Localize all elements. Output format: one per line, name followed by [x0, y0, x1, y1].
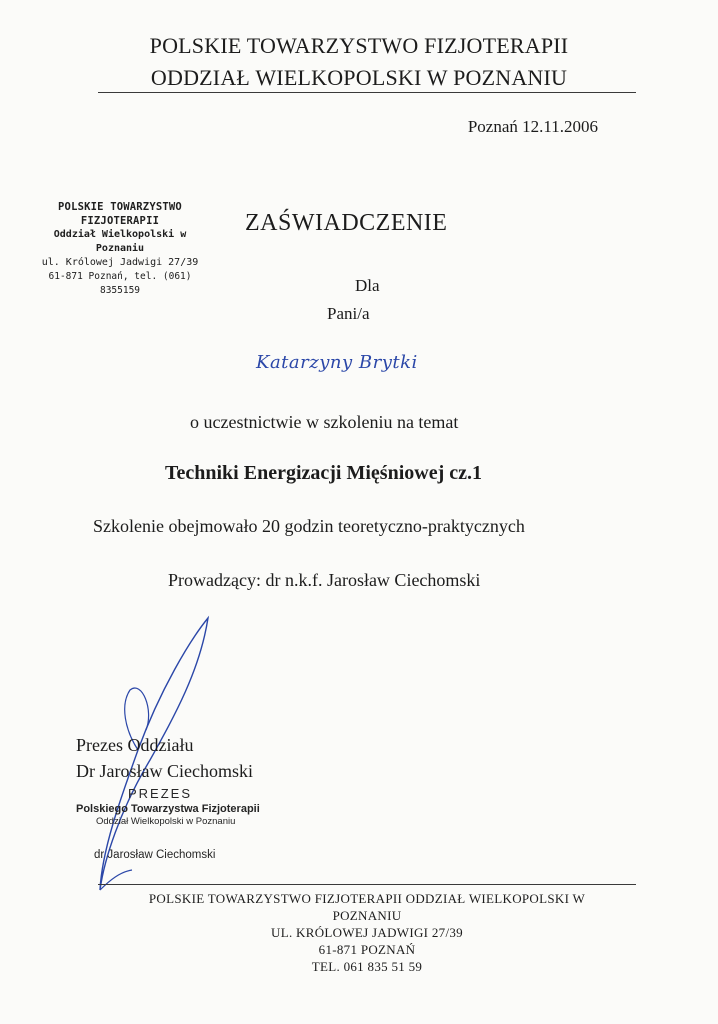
footer-address [98, 890, 636, 975]
president-stamp-branch: Oddział Wielkopolski w Poznaniu [96, 816, 236, 827]
letterhead-line-1: POLSKIE TOWARZYSTWO FIZJOTERAPII [149, 33, 569, 58]
for-label: Dla [355, 276, 380, 295]
stamp-line-1: POLSKIE TOWARZYSTWO FIZJOTERAPII [58, 201, 182, 227]
president-stamp-title: PREZES [128, 786, 193, 801]
president-stamp-name: dr Jarosław Ciechomski [94, 849, 216, 861]
footer-line-2: POZNANIU [332, 908, 402, 923]
training-topic: Techniki Energizacji Mięśniowej cz.1 [165, 462, 482, 484]
president-stamp-org: Polskiego Towarzystwa Fizjoterapii [76, 803, 260, 815]
organization-stamp [36, 200, 204, 298]
training-hours: Szkolenie obejmowało 20 godzin teoretyczno-praktycznych [93, 516, 525, 536]
issue-date: Poznań 12.11.2006 [467, 117, 598, 136]
header-divider [98, 92, 636, 93]
recipient-name-handwritten: Katarzyny Brytki [256, 352, 418, 373]
stamp-line-2: Oddział Wielkopolski w Poznaniu [53, 229, 187, 254]
stamp-line-4: 61-871 Poznań, tel. (061) 8355159 [48, 271, 192, 296]
president-stamp [76, 786, 260, 861]
footer-line-5: TEL. 061 835 51 59 [311, 959, 423, 974]
participation-statement: o uczestnictwie w szkoleniu na temat [190, 412, 459, 432]
footer-line-3: UL. KRÓLOWEJ JADWIGI 27/39 [271, 925, 463, 940]
document-title: ZAŚWIADCZENIE [245, 210, 448, 236]
footer-divider [98, 884, 636, 885]
footer-line-4: 61-871 POZNAŃ [318, 942, 416, 957]
president-role: Prezes Oddziału [76, 735, 194, 755]
salutation: Pani/a [327, 304, 370, 323]
stamp-line-3: ul. Królowej Jadwigi 27/39 [41, 257, 199, 268]
footer-line-1: POLSKIE TOWARZYSTWO FIZJOTERAPII ODDZIAŁ WIELKOPOLSKI W [148, 891, 586, 906]
president-name: Dr Jarosław Ciechomski [76, 761, 253, 781]
letterhead [0, 30, 718, 94]
president-block [76, 732, 253, 784]
instructor: Prowadzący: dr n.k.f. Jarosław Ciechomski [168, 570, 481, 590]
letterhead-line-2: ODDZIAŁ WIELKOPOLSKI W POZNANIU [150, 65, 568, 90]
